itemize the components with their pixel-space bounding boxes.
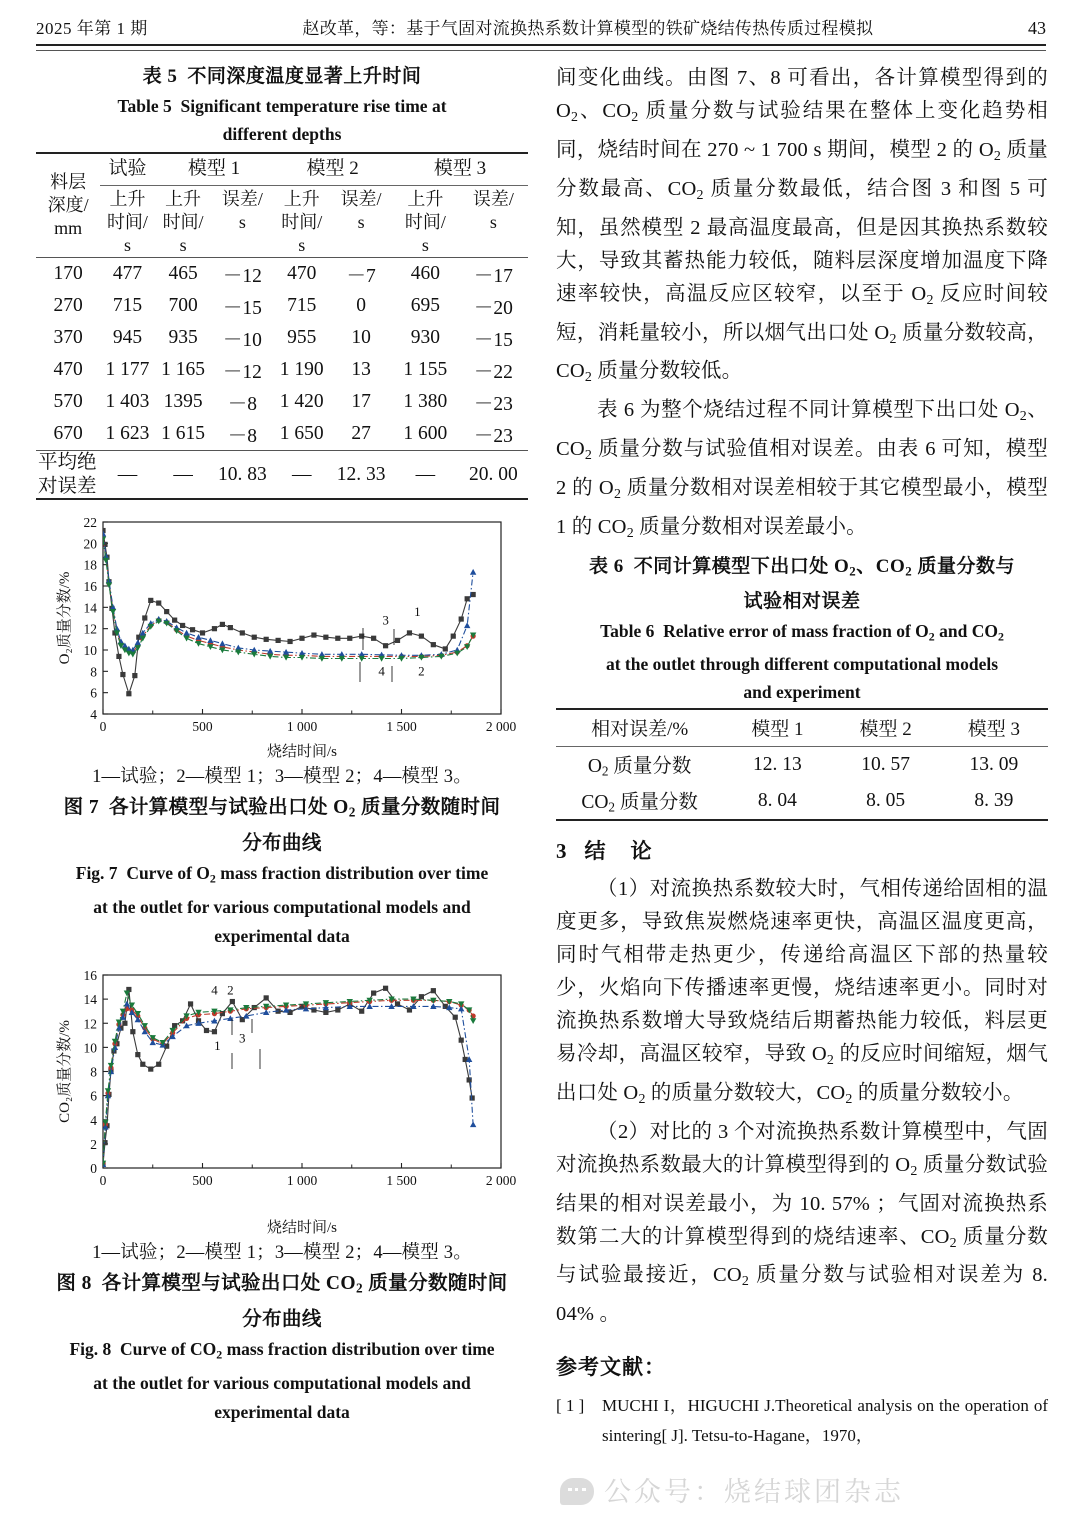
cell-exp: 1 403: [105, 391, 150, 412]
figure8-legend: 1—试验；2—模型 1；3—模型 2；4—模型 3。: [92, 1243, 472, 1264]
figure8-en-c: mass fraction distribution over time: [222, 1338, 495, 1359]
table5-sub-m2-err: 误差/ s: [340, 189, 382, 232]
figure8-cn-c: 质量分数随时间: [363, 1273, 508, 1295]
cell-m2-err: 10: [351, 327, 371, 348]
table-row: [36, 354, 528, 386]
svg-text:1 000: 1 000: [286, 719, 318, 734]
svg-text:18: 18: [83, 557, 97, 573]
table6-header-row: [556, 709, 1048, 747]
figure7-canvas: [36, 510, 528, 760]
table6-cn-number: 表 6: [589, 555, 624, 577]
cell-m3-err: －22: [473, 362, 513, 383]
table6-header-2: 模型 2: [859, 719, 912, 741]
cell-m3-time: 1 600: [403, 423, 448, 444]
table6-row1-m3: 8. 39: [974, 789, 1014, 811]
table-row: [36, 322, 528, 354]
svg-text:4: 4: [90, 1112, 97, 1128]
left-column: [36, 62, 528, 1427]
table5-depth-l3: mm: [54, 218, 83, 238]
cell-m1-err: －8: [227, 426, 258, 447]
svg-text:0: 0: [99, 1173, 107, 1189]
figure7-cn-number: 图 7: [63, 797, 99, 818]
table5-sub-m1-time: 上升 时间/ s: [162, 189, 204, 255]
table5-group-exp: 试验: [100, 153, 154, 186]
avg-m3-time: —: [415, 464, 436, 485]
svg-text:4: 4: [378, 663, 385, 679]
table-row: [556, 746, 1048, 783]
figure8-cn-sub: 2: [355, 1280, 363, 1296]
svg-text:8: 8: [90, 1064, 97, 1080]
reference-tag: [ 1 ]: [556, 1396, 585, 1416]
svg-text:16: 16: [83, 579, 97, 594]
table5-cn-title: 不同深度温度显著上升时间: [187, 66, 422, 87]
figure7-caption: [36, 762, 528, 951]
table-row: [36, 290, 528, 322]
svg-text:6: 6: [90, 685, 97, 701]
cell-m1-err: －10: [222, 330, 262, 351]
figure8-chart: [47, 961, 517, 1236]
table-row: [556, 783, 1048, 820]
cell-m2-err: 13: [351, 359, 371, 380]
figure8-cn-l2: 分布曲线: [242, 1308, 322, 1330]
avg-label: 平均绝 对误差: [38, 452, 97, 497]
cell-m2-err: 17: [351, 391, 371, 412]
avg-m3-err: 20. 00: [468, 464, 518, 485]
header-rule: [36, 44, 1046, 51]
svg-text:14: 14: [83, 992, 97, 1008]
figure8-cn-number: 图 8: [56, 1273, 92, 1295]
table-row: [36, 418, 528, 451]
table5-sub-m3-err: 误差/ s: [472, 189, 514, 232]
table5-header-groups: [36, 153, 528, 186]
cell-m1-err: －8: [227, 394, 258, 415]
cell-m1-err: －15: [222, 298, 262, 319]
article-title-running: 赵改革，等：基于气固对流换热系数计算模型的铁矿烧结传热传质过程模拟: [302, 19, 874, 38]
watermark-text: 公众号：烧结球团杂志: [604, 1477, 904, 1507]
cell-exp: 1 177: [105, 359, 150, 380]
cell-m1-time: 1395: [163, 391, 203, 412]
svg-text:1 500: 1 500: [386, 1173, 417, 1189]
table5-group-m2: 模型 2: [273, 153, 392, 186]
table-row: [36, 386, 528, 418]
figure7-en-l3: experimental data: [214, 926, 350, 947]
reference-text: MUCHI I，HIGUCHI J.Theoretical analysis on the operation of sintering[ J]. Tetsu-to-Hagane，1970，: [602, 1396, 1048, 1446]
table5-sub-m1-err: 误差/ s: [221, 189, 263, 232]
cell-m3-time: 1 155: [403, 359, 448, 380]
figure7-cn-sub: 2: [348, 804, 356, 820]
svg-text:0: 0: [99, 719, 107, 734]
table5-group-m1: 模型 1: [155, 153, 274, 186]
cell-m3-err: －23: [473, 394, 513, 415]
table5-sub-m2-time: 上升 时间/ s: [281, 189, 323, 255]
cell-m3-time: 1 380: [403, 391, 448, 412]
conclusion-paragraph-2: （2）对比的 3 个对流换热系数计算模型中，气固对流换热系数最大的计算模型得到的 $O_2$ 质量分数试验结果的相对误差最小，为 10. 57% ；气固对流换热系数第二大的计算模型得到的烧结速率、$CO_2$ 质量分数与试验最接近，$CO_2$ 质量分数与试验相对误差为 8. 04% 。: [556, 1120, 1049, 1326]
svg-text:3: 3: [382, 612, 389, 628]
avg-m1-time: —: [173, 464, 193, 485]
table-row: [36, 258, 528, 291]
figure7-en-c: mass fraction distribution over time: [215, 862, 489, 883]
table5-cn-number: 表 5: [142, 66, 178, 87]
figure7-cn-a: 各计算模型与试验出口处 O: [108, 797, 349, 818]
table6-row0-m1: 12. 13: [753, 753, 802, 775]
section-heading-conclusion: 3 结 论: [556, 838, 654, 863]
svg-text:16: 16: [83, 968, 97, 984]
table5-average-row: [36, 451, 528, 500]
cell-depth: 370: [53, 327, 83, 348]
figure7-en-number: Fig. 7: [75, 862, 118, 883]
cell-depth: 670: [53, 423, 83, 444]
svg-text:4: 4: [90, 707, 97, 722]
svg-text:500: 500: [192, 719, 213, 734]
cell-m2-time: 1 650: [279, 423, 324, 444]
table6-row0-label: $O_2$ 质量分数: [587, 755, 692, 779]
svg-text:22: 22: [83, 515, 97, 530]
paragraph-table6-intro: 表 6 为整个烧结过程不同计算模型下出口处 $O_2$、$CO_2$ 质量分数与试验值相对误差。由表 6 可知，模型 2 的 $O_2$ 质量分数相对误差相较于其它模型最小，模型 1 的 $CO_2$ 质量分数相对误差最小。: [556, 399, 1049, 541]
figure8-en-number: Fig. 8: [69, 1338, 112, 1359]
cell-m2-time: 1 420: [279, 391, 324, 412]
table5-caption: [36, 62, 528, 148]
cell-exp: 477: [112, 263, 143, 284]
cell-m1-err: －12: [222, 266, 262, 287]
figure8-en-a: Curve of CO: [120, 1338, 217, 1359]
figure8-en-l2: at the outlet for various computational models and: [93, 1373, 471, 1394]
cell-depth: 170: [53, 263, 83, 284]
figure7-cn-c: 质量分数随时间: [355, 797, 501, 818]
svg-text:烧结时间/s: 烧结时间/s: [266, 1220, 338, 1237]
svg-text:2 000: 2 000: [485, 1173, 517, 1189]
cell-m3-time: 930: [410, 327, 440, 348]
cell-m3-err: －23: [473, 426, 513, 447]
right-column: [556, 62, 1048, 1451]
cell-m2-err: 27: [351, 423, 371, 444]
table6-en-l2: at the outlet through different computational models: [605, 653, 999, 674]
svg-text:12: 12: [83, 1016, 97, 1032]
table6-row1-m1: 8. 04: [757, 789, 797, 811]
references-heading: 参考文献：: [556, 1355, 666, 1380]
svg-text:2: 2: [418, 663, 425, 679]
cell-exp: 945: [112, 327, 143, 348]
table6-header-0: 相对误差/%: [591, 719, 689, 741]
cell-m1-time: 465: [168, 263, 198, 284]
figure7-en-a: Curve of O: [126, 862, 210, 883]
cell-exp: 1 623: [105, 423, 150, 444]
cell-depth: 470: [53, 359, 83, 380]
cell-m1-time: 1 165: [161, 359, 205, 380]
issue-label: 2025 年第 1 期: [36, 19, 148, 38]
table6-en-l3: and experiment: [743, 681, 861, 702]
figure8-cn-a: 各计算模型与试验出口处 CO: [101, 1273, 356, 1295]
figure8-block: [36, 961, 528, 1427]
cell-m3-time: 460: [410, 263, 440, 284]
svg-text:4: 4: [211, 982, 218, 998]
paragraph-continued: 间变化曲线。由图 7、8 可看出，各计算模型得到的 $O_2$、$CO_2$ 质量分数与试验结果在整体上变化趋势相同，烧结时间在 270 ~ 1 700 s 期间，模型 2 的 $O_2$ 质量分数最高、$CO_2$ 质量分数最低，结合图 3 和图 5 可知，虽然模型 2 最高温度最高，但是因其换热系数较大，导致其蓄热能力较低，随料层深度增加温度下降速率较快，高温反应区较窄，以至于 $O_2$ 反应时间较短，消耗量较小，所以烟气出口处 $O_2$ 质量分数较高，$CO_2$ 质量分数较低。: [556, 67, 1049, 386]
table6-row0-m3: 13. 09: [969, 753, 1019, 775]
table5-en-title-l2: different depths: [222, 124, 342, 144]
table6-header-3: 模型 3: [967, 719, 1020, 741]
svg-text:12: 12: [83, 621, 97, 637]
table5: [36, 152, 528, 499]
avg-m2-time: —: [291, 464, 312, 485]
running-head: [36, 14, 1046, 39]
table6-row1-m2: 8. 05: [866, 789, 906, 811]
svg-text:1 000: 1 000: [286, 1173, 318, 1189]
cell-m1-time: 1 615: [161, 423, 205, 444]
table5-depth-l2: 深度/: [47, 195, 89, 215]
svg-text:14: 14: [83, 600, 97, 616]
svg-text:20: 20: [83, 536, 97, 552]
svg-text:2: 2: [90, 1136, 97, 1152]
cell-m3-err: －15: [473, 330, 513, 351]
cell-m2-err: 0: [356, 295, 366, 316]
table5-bottom-rule: [36, 498, 528, 500]
figure7-legend: 1—试验；2—模型 1；3—模型 2；4—模型 3。: [92, 767, 472, 787]
svg-text:2 000: 2 000: [485, 719, 517, 734]
avg-m1-err: 10. 83: [218, 464, 267, 485]
avg-exp: —: [117, 464, 138, 485]
table5-group-m3: 模型 3: [392, 153, 528, 186]
table5-sub-m3-time: 上升 时间/ s: [404, 189, 446, 255]
table6-en-number: Table 6: [600, 620, 655, 641]
cell-m2-time: 1 190: [279, 359, 324, 380]
table5-depth-l1: 料层: [50, 172, 87, 192]
svg-text:2: 2: [227, 982, 234, 998]
figure8-en-l3: experimental data: [214, 1402, 350, 1423]
cell-m2-time: 715: [287, 295, 317, 316]
svg-text:烧结时间/s: 烧结时间/s: [266, 744, 338, 760]
table5-en-title-l1: Significant temperature rise time at: [180, 96, 447, 116]
cell-m2-err: －7: [346, 266, 376, 287]
svg-text:3: 3: [239, 1030, 246, 1046]
cell-m3-time: 695: [410, 295, 440, 316]
table6-row1-label: $CO_2$ 质量分数: [581, 791, 698, 815]
table6-header-1: 模型 1: [751, 719, 804, 741]
table5-en-number: Table 5: [117, 96, 172, 116]
svg-text:O₂质量分数/%: O₂质量分数/%: [57, 571, 73, 665]
conclusion-paragraph-1: （1）对流换热系数较大时，气相传递给固相的温度更多，导致焦炭燃烧速率更快，高温区温度更高，同时气相带走热更少，传递给高温区下部的热量较少，火焰向下传播速率更慢，烧结速率更小。同时对流换热系数增大导致烧结后期蓄热能力较低，料层更易冷却，高温区较窄，导致 $O_2$ 的反应时间缩短，烟气出口处 $O_2$ 的质量分数较大，$CO_2$ 的质量分数较小。: [556, 877, 1048, 1107]
table6-caption: 表 6 不同计算模型下出口处 $O_2$、$CO_2$ 质量分数与 试验相对误差 Table 6 Relative error of mass fraction of $O_2$ and $CO_2$ at the outlet through different computational models and experiment: [556, 552, 1048, 706]
figure7-en-sub: 2: [209, 871, 216, 886]
page-number: 43: [1028, 18, 1046, 38]
cell-m2-time: 955: [287, 327, 317, 348]
cell-m3-err: －20: [473, 298, 513, 319]
svg-text:0: 0: [90, 1161, 97, 1177]
cell-depth: 570: [53, 391, 83, 412]
cell-m1-time: 700: [168, 295, 198, 316]
figure7-en-l2: at the outlet for various computational models and: [93, 897, 471, 918]
cell-exp: 715: [112, 295, 143, 316]
cell-m2-time: 470: [287, 263, 317, 284]
svg-text:6: 6: [90, 1088, 97, 1104]
svg-text:1: 1: [414, 603, 421, 619]
table5-sub-exp: 上升 时间/ s: [106, 189, 148, 255]
svg-text:1 500: 1 500: [386, 719, 417, 734]
table6: [556, 708, 1048, 821]
figure8-caption: [36, 1238, 528, 1427]
svg-text:500: 500: [192, 1173, 213, 1189]
cell-depth: 270: [53, 295, 83, 316]
figure7-block: [36, 510, 528, 951]
avg-m2-err: 12. 33: [336, 464, 386, 485]
cell-m3-err: －17: [473, 266, 513, 287]
table6-cn-l2: 试验相对误差: [743, 590, 861, 612]
svg-text:10: 10: [83, 643, 97, 658]
table5-header-sub: [36, 186, 528, 258]
figure7-chart: [47, 510, 517, 760]
reference-item: [556, 1391, 1048, 1451]
svg-text:1: 1: [214, 1037, 221, 1053]
figure8-en-sub: 2: [216, 1347, 223, 1362]
svg-text:8: 8: [90, 664, 97, 680]
wechat-bubble-icon: [560, 1478, 594, 1505]
figure8-canvas: [36, 961, 528, 1236]
table6-row0-m2: 10. 57: [861, 753, 910, 775]
cell-m1-time: 935: [168, 327, 198, 348]
cell-m1-err: －12: [222, 362, 262, 383]
figure7-cn-l2: 分布曲线: [242, 832, 322, 854]
svg-text:CO₂质量分数/%: CO₂质量分数/%: [57, 1020, 73, 1123]
svg-text:10: 10: [83, 1040, 97, 1056]
